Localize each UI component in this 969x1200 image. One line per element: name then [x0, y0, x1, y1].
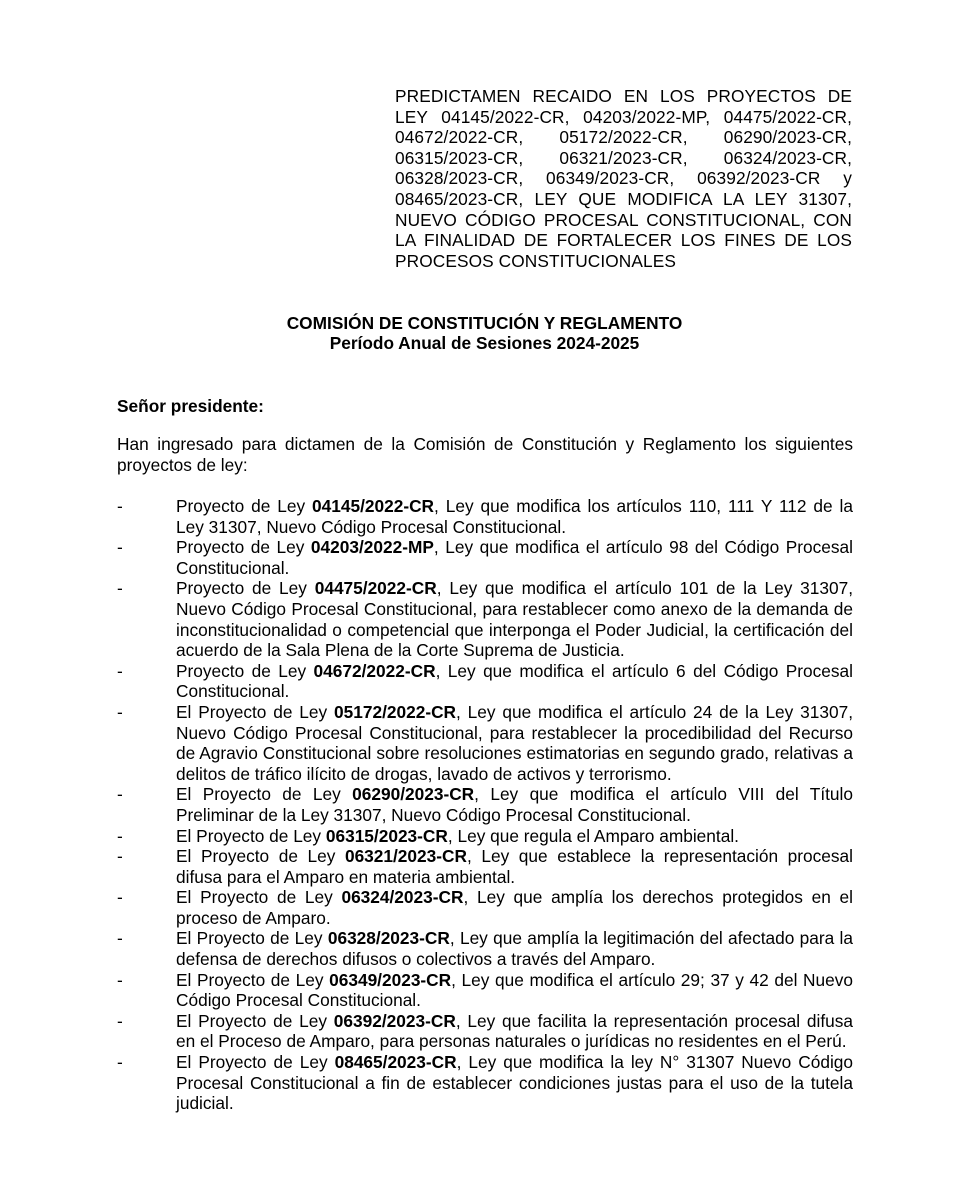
bill-number: 04203/2022-MP — [310, 537, 434, 558]
list-bullet: - — [117, 660, 123, 681]
list-item — [117, 578, 853, 660]
bill-prefix: El Proyecto de Ley — [176, 825, 326, 846]
list-bullet: - — [117, 784, 123, 805]
list-item — [117, 826, 853, 847]
bill-description: , Ley que modifica el artículo 29; 37 y 42 del Nuevo Código Procesal Constitucional. — [176, 969, 854, 1011]
list-bullet: - — [117, 846, 123, 867]
list-bullet: - — [117, 969, 123, 990]
list-item — [117, 661, 853, 702]
intro-paragraph: Han ingresado para dictamen de la Comisión de Constitución y Reglamento los siguientes proyectos de ley: — [117, 434, 853, 475]
bill-prefix: El Proyecto de Ley — [176, 928, 328, 949]
bill-prefix: El Proyecto de Ley — [176, 887, 342, 908]
list-item — [117, 702, 853, 784]
bill-number: 08465/2023-CR — [334, 1052, 457, 1073]
bill-prefix: El Proyecto de Ley — [176, 969, 330, 990]
bill-description: , Ley que regula el Amparo ambiental. — [447, 825, 739, 846]
bill-number: 06324/2023-CR — [341, 887, 464, 908]
list-bullet: - — [117, 825, 123, 846]
bill-prefix: El Proyecto de Ley — [176, 784, 353, 805]
bill-number: 04475/2022-CR — [314, 578, 437, 599]
bill-number: 04672/2022-CR — [313, 660, 436, 681]
bill-description: , Ley que modifica el artículo 101 de la Ley 31307, Nuevo Código Procesal Constitucional, para restablecer como anexo de la demanda de inconstitucionalidad o competencial que interponga el Poder Judicial, la certificación del acuerdo de la Sala Plena de la Corte Suprema de Justicia. — [176, 578, 853, 661]
bill-number: 04145/2022-CR — [312, 496, 435, 516]
bill-prefix: El Proyecto de Ley — [176, 846, 345, 867]
bill-number: 06321/2023-CR — [344, 846, 467, 867]
salutation: Señor presidente: — [117, 396, 264, 416]
list-item — [117, 887, 853, 928]
bill-description: , Ley que modifica el artículo 24 de la Ley 31307, Nuevo Código Procesal Constitucional, para restablecer la procedibilidad del Recurso de Agravio Constitucional sobre resoluciones estimatorias en segundo grado, relativas a delitos de tráfico ilícito de drogas, lavado de activos y terrorismo. — [176, 701, 854, 784]
list-bullet: - — [117, 578, 123, 599]
list-item — [117, 970, 853, 1011]
list-bullet: - — [117, 928, 123, 949]
bill-description: , Ley que modifica el artículo 98 del Código Procesal Constitucional. — [176, 537, 853, 578]
bill-number: 06290/2023-CR — [352, 784, 475, 805]
list-bullet: - — [117, 537, 123, 558]
list-bullet: - — [117, 887, 123, 908]
bill-prefix: El Proyecto de Ley — [176, 1052, 335, 1073]
document-summary-title: PREDICTAMEN RECAIDO EN LOS PROYECTOS DE LEY 04145/2022-CR, 04203/2022-MP, 04475/2022-CR, 04672/2022-CR, 05172/2022-CR, 06290/2023-CR, 06315/2023-CR, 06321/2023-CR, 06324/2023-CR, 06328/2023-CR, 06349/2023-CR, 06392/2023-CR y 08465/2023-CR, LEY QUE MODIFICA LA LEY 31307, NUEVO CÓDIGO PROCESAL CONSTITUCIONAL, CON LA FINALIDAD DE FORTALECER LOS FINES DE LOS PROCESOS CONSTITUCIONALES — [395, 86, 852, 271]
bill-prefix: Proyecto de Ley — [176, 537, 311, 558]
list-item — [117, 1052, 853, 1114]
bill-prefix: El Proyecto de Ley — [176, 701, 335, 722]
bill-number: 06328/2023-CR — [327, 928, 450, 949]
bill-description: , Ley que modifica la ley N° 31307 Nuevo Código Procesal Constitucional a fin de establecer condiciones justas para el uso de la tutela judicial. — [176, 1052, 854, 1114]
bill-number: 06349/2023-CR — [329, 969, 452, 990]
bill-list — [117, 496, 853, 1114]
list-item — [117, 928, 853, 969]
list-item — [117, 1011, 853, 1052]
session-period-heading: Período Anual de Sesiones 2024-2025 — [329, 333, 640, 353]
bill-prefix: Proyecto de Ley — [176, 660, 314, 681]
list-bullet: - — [117, 496, 123, 516]
bill-description: , Ley que facilita la representación procesal difusa en el Proceso de Amparo, para personas naturales o jurídicas no residentes en el Perú. — [176, 1010, 853, 1052]
bill-description: , Ley que establece la representación procesal difusa para el Amparo en materia ambiental. — [176, 846, 853, 887]
bill-prefix: Proyecto de Ley — [176, 496, 313, 516]
bill-prefix: El Proyecto de Ley — [176, 1010, 334, 1031]
list-bullet: - — [117, 701, 123, 722]
list-item — [117, 537, 853, 578]
bill-description: , Ley que amplía la legitimación del afectado para la defensa de derechos difusos o colectivos a través del Amparo. — [176, 928, 853, 970]
bill-description: , Ley que modifica el artículo VIII del Título Preliminar de la Ley 31307, Nuevo Código Procesal Constitucional. — [176, 784, 853, 825]
bill-number: 05172/2022-CR — [334, 701, 457, 722]
bill-number: 06392/2023-CR — [333, 1010, 456, 1031]
list-bullet: - — [117, 1010, 123, 1031]
bill-number: 06315/2023-CR — [325, 825, 448, 846]
commission-heading: COMISIÓN DE CONSTITUCIÓN Y REGLAMENTO — [286, 313, 683, 333]
list-item — [117, 846, 853, 887]
list-item — [117, 784, 853, 825]
bill-description: , Ley que modifica los artículos 110, 111 Y 112 de la Ley 31307, Nuevo Código Procesal Constitucional. — [176, 496, 854, 537]
list-bullet: - — [117, 1052, 123, 1073]
bill-description: , Ley que amplía los derechos protegidos en el proceso de Amparo. — [176, 887, 853, 928]
list-item — [117, 496, 853, 537]
bill-prefix: Proyecto de Ley — [176, 578, 315, 599]
bill-description: , Ley que modifica el artículo 6 del Código Procesal Constitucional. — [176, 660, 853, 702]
